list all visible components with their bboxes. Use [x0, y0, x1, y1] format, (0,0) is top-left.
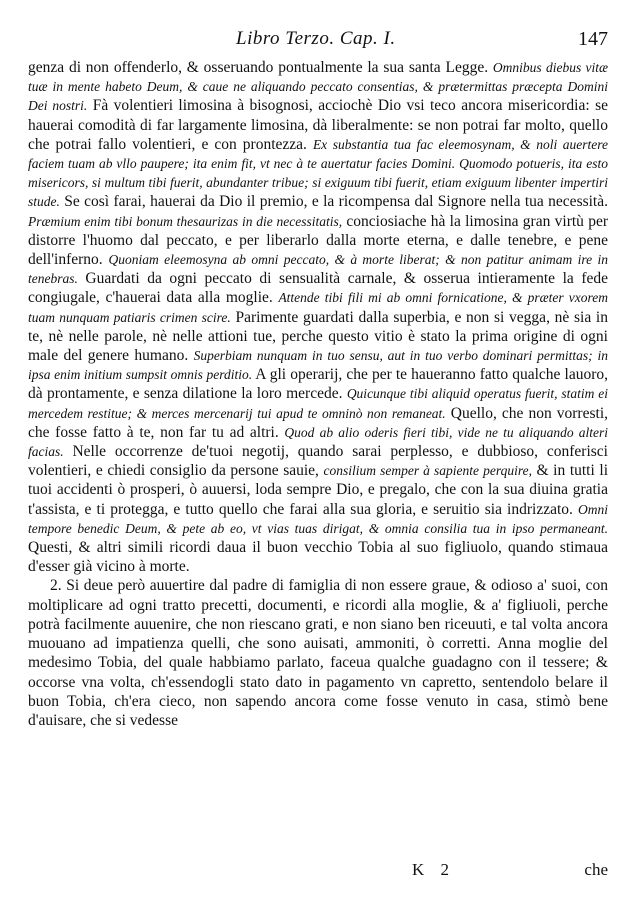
text-run: Parimente guardati dalla superbia, e non si vegga, nè sia in te, nè nelle parole, nè nelle attioni tue, perche questo vitio è stato la prima origine di ogni male del genere humano. [28, 308, 608, 365]
text-run: Fà volentieri limosina à bisognosi, acciochè Dio vsi teco ancora misericordia: se hauerai comodità di far largamente limosina, dà liberalmente: se non potrai far molto, quello che potrai fallo volentieri, e con prontezza. [28, 97, 608, 153]
latin-quotation: Superbiam nunquam in tuo sensu, aut in tuo verbo dominari permittas; in ipsa enim initium sumpsit omnis perditio. [28, 348, 608, 383]
text-run: Quello, che non vorresti, che fosse fatto à te, non far tu ad altri. [28, 404, 608, 441]
text-run: genza di non offenderlo, & osseruando pontualmente la sua santa Legge. [28, 59, 493, 76]
latin-quotation: Attende tibi fili mi ab omni fornicatione, & præter vxorem tuam nunquam patiaris crimen scire. [28, 290, 608, 325]
latin-quotation: Quicunque tibi aliquid operatus fuerit, statim ei mercedem restitue; & merces mercenarij tui apud te omninò non remaneat. [28, 386, 609, 421]
latin-quotation: Quoniam eleemosyna ab omni peccato, & à morte liberat; & non patitur animam ire in tenebras. [28, 252, 608, 287]
text-run: Nelle occorrenze de'tuoi negotij, quando sarai perplesso, e dubbioso, conferisci volentieri, e chiedi consiglio da persone sauie, [28, 443, 608, 480]
text-run: & in tutti li tuoi accidenti ò prosperi, ò auuersi, loda sempre Dio, e pregalo, che con la sua diuina gratia t'assista, e ti protegga, e tutto quello che farai alla sua gloria, e seruitio sia indrizzato. [28, 462, 608, 518]
page-header [28, 28, 608, 58]
signature-mark: K 2 [412, 860, 456, 879]
paragraph-1 [28, 58, 608, 576]
paragraph-number: 2. [50, 577, 62, 595]
latin-quotation: Præmium enim tibi bonum thesaurizas in die necessitatis, [28, 213, 343, 229]
text-run: conciosiache hà la limosina gran virtù per distorre l'huomo dal peccato, e per liberarlo dalla morte eterna, e dalle tenebre, e pene dell'inferno. [28, 212, 608, 269]
text-run: Questi, & altri simili ricordi daua il buon vecchio Tobia al suo figliuolo, quando stimaua d'esser già vicino à morte. [28, 539, 608, 576]
paragraph-2 [28, 576, 608, 730]
running-title: Libro Terzo. Cap. I. [236, 28, 396, 49]
latin-quotation: Omni tempore benedic Deum, & pete ab eo, vt vias tuas dirigat, & omnia consilia tua in ipso permaneant. [28, 501, 608, 536]
text-run: Guardati da ogni peccato di sensualità carnale, & osserua intieramente la fede congiugale, c'hauerai data alla moglie. [28, 270, 608, 307]
latin-quotation: consilium semper à sapiente perquire, [323, 463, 532, 479]
text-body [28, 58, 608, 730]
text-run: A gli operarij, che per te haueranno fatto qualche lauoro, dà prontamente, e senza dilatione la loro mercede. [28, 366, 608, 403]
latin-quotation: Omnibus diebus vitæ tuæ in mente habeto Deum, & caue ne aliquando peccato consentias, & prætermittas præcepta Domini Dei nostri. [28, 60, 608, 114]
page-footer [28, 860, 608, 884]
latin-quotation: Ex substantia tua fac eleemosynam, & noli auertere faciem tuam ab vllo paupere; ita enim fit, vt nec à te auertatur facies Domini. Quomodo potueris, ita esto misericors, si multum tibi fuerit, abundanter tribue; si exiguum tibi fuerit, etiam exiguum libenter impertiri stude. [28, 136, 608, 210]
text-run: Se così farai, hauerai da Dio il premio, e la ricompensa dal Signore nella tua necessità. [59, 193, 608, 211]
catchword: che [584, 860, 608, 879]
text-run: Si deue però auuertire dal padre di famiglia di non essere graue, & odioso a' suoi, con moltiplicare ad ogni tratto precetti, documenti, e ricordi alla moglie, & a' figliuoli, perche potrà facilmente auuenire, che non riescano grati, e non siano ben riceuuti, e tal volta ancora muouano ad impatienza quelli, che sono auisati, ammoniti, ò corretti. Anna moglie del medesimo Tobia, del quale habbiamo parlato, faceua qualche guadagno con il tessere; & occorse vna volta, ch'essendogli stato dato in pagamento vn capretto, sentendolo belare il buon Tobia, ch'era cieco, non sapendo ancora come fosse venuto in casa, stimò bene d'auisare, che si vedesse [28, 577, 609, 729]
latin-quotation: Quod ab alio oderis fieri tibi, vide ne tu aliquando alteri facias. [28, 424, 609, 460]
page-number: 147 [578, 28, 608, 50]
